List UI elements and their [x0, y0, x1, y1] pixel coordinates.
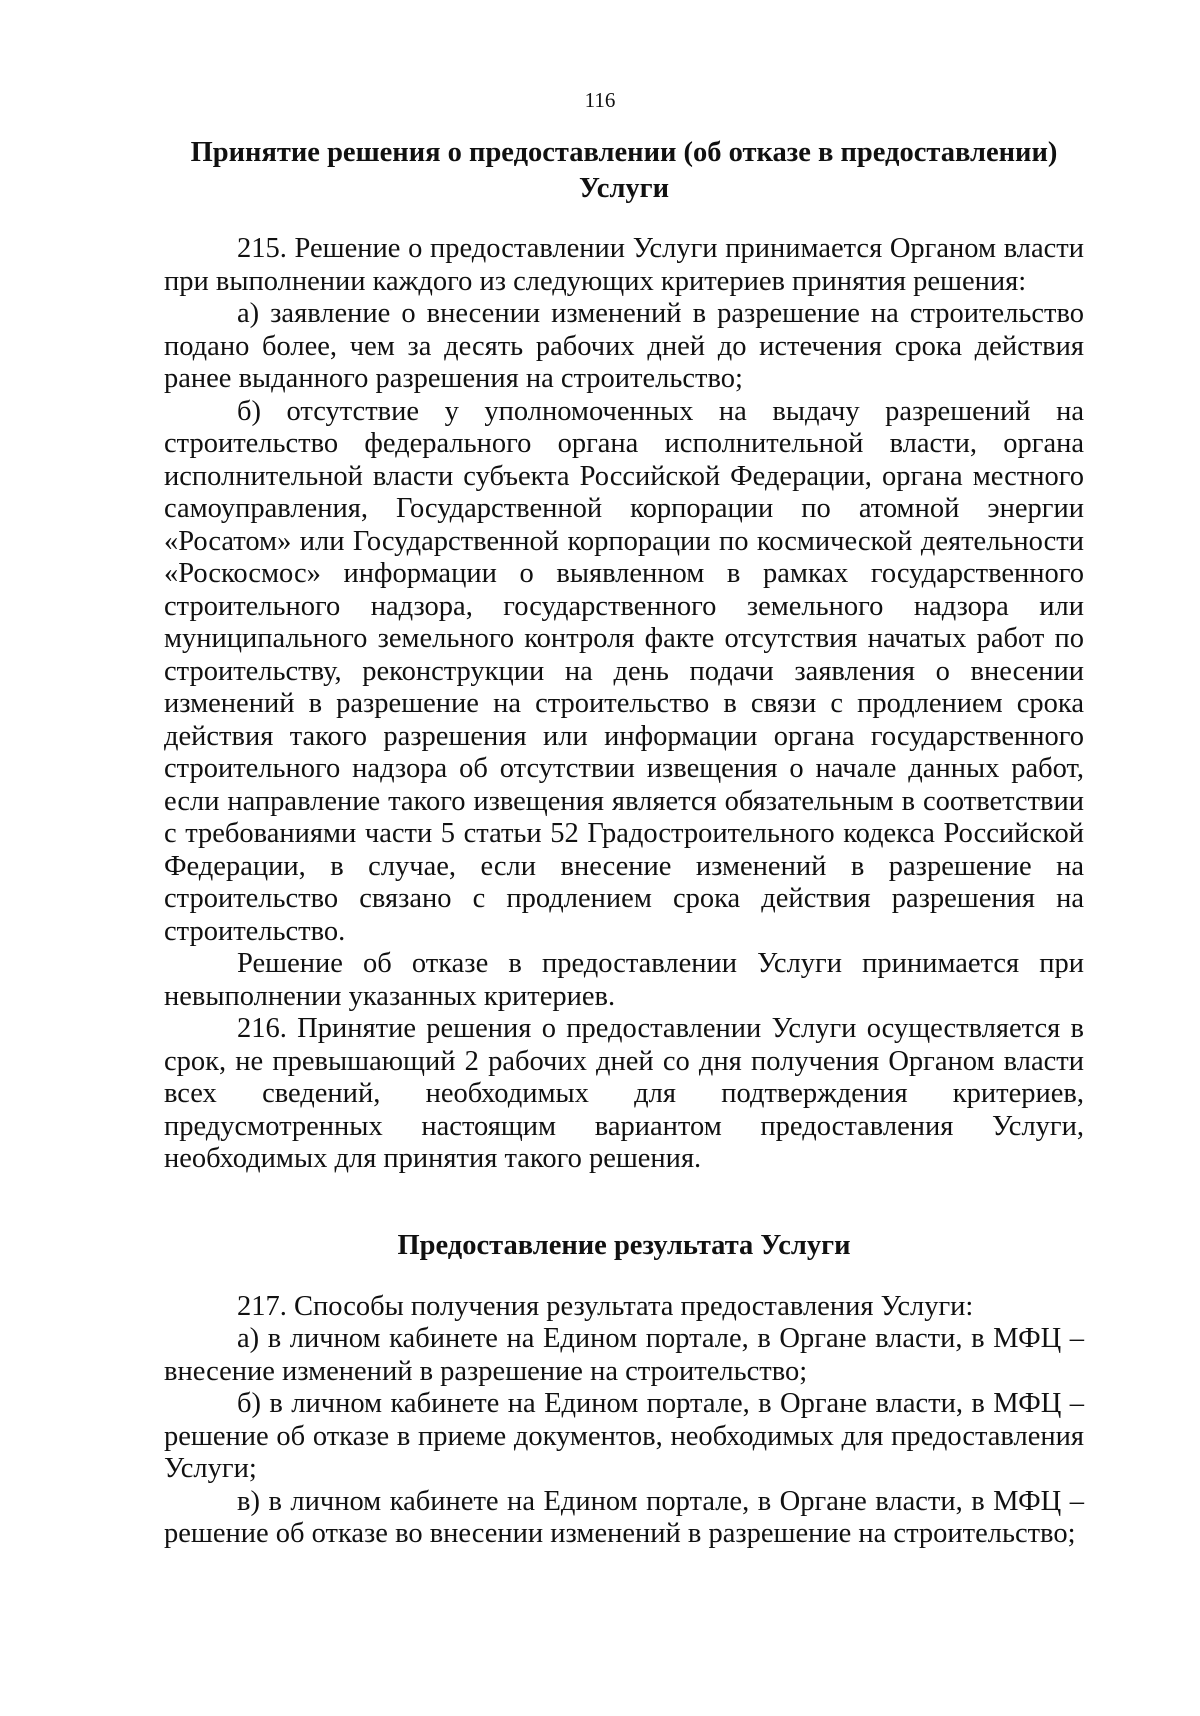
paragraph-216: 216. Принятие решения о предоставлении Услуги осуществляется в срок, не превышающий 2 рабочих дней со дня получения Органом власти всех сведений, необходимых для подтверждения критериев, предусмотренных настоящим вариантом предоставления Услуги, необходимых для принятия такого решения. — [164, 1013, 1084, 1174]
section-heading-decision: Принятие решения о предоставлении (об отказе в предоставлении) Услуги — [190, 137, 1058, 204]
paragraph-217-a: а) в личном кабинете на Едином портале, в Органе власти, в МФЦ – внесение изменений в разрешение на строительство; — [164, 1323, 1084, 1387]
paragraph-215-b: б) отсутствие у уполномоченных на выдачу разрешений на строительство федерального органа исполнительной власти, органа исполнительной власти субъекта Российской Федерации, органа местного самоуправления, Государственной корпорации по атомной энергии «Росатом» или Государственной корпорации по космической деятельности «Роскосмос» информации о выявленном в рамках государственного строительного надзора, государственного земельного надзора или муниципального земельного контроля факте отсутствия начатых работ по строительству, реконструкции на день подачи заявления о внесении изменений в разрешение на строительство в связи с продлением срока действия такого разрешения или информации органа государственного строительного надзора об отсутствии извещения о начале данных работ, если направление такого извещения является обязательным в соответствии с требованиями части 5 статьи 52 Градостроительного кодекса Российской Федерации, в случае, если внесение изменений в разрешение на строительство связано с продлением срока действия разрешения на строительство. — [164, 395, 1084, 947]
paragraph-217: 217. Способы получения результата предоставления Услуги: — [237, 1290, 974, 1322]
section-heading-result: Предоставление результата Услуги — [397, 1229, 851, 1261]
section-result-body — [164, 1291, 1084, 1551]
paragraph-215: 215. Решение о предоставлении Услуги принимается Органом власти при выполнении каждого из следующих критериев принятия решения: — [164, 233, 1084, 297]
paragraph-refusal-decision: Решение об отказе в предоставлении Услуги принимается при невыполнении указанных критериев. — [164, 948, 1084, 1012]
page-number: 116 — [584, 88, 616, 112]
paragraph-217-b: б) в личном кабинете на Едином портале, в Органе власти, в МФЦ – решение об отказе в приеме документов, необходимых для предоставления Услуги; — [164, 1388, 1084, 1484]
paragraph-215-a: а) заявление о внесении изменений в разрешение на строительство подано более, чем за десять рабочих дней до истечения срока действия ранее выданного разрешения на строительство; — [164, 298, 1084, 394]
paragraph-217-c: в) в личном кабинете на Едином портале, в Органе власти, в МФЦ – решение об отказе во внесении изменений в разрешение на строительство; — [164, 1485, 1084, 1549]
section-decision-body — [164, 233, 1084, 1176]
page-content — [164, 135, 1084, 1551]
